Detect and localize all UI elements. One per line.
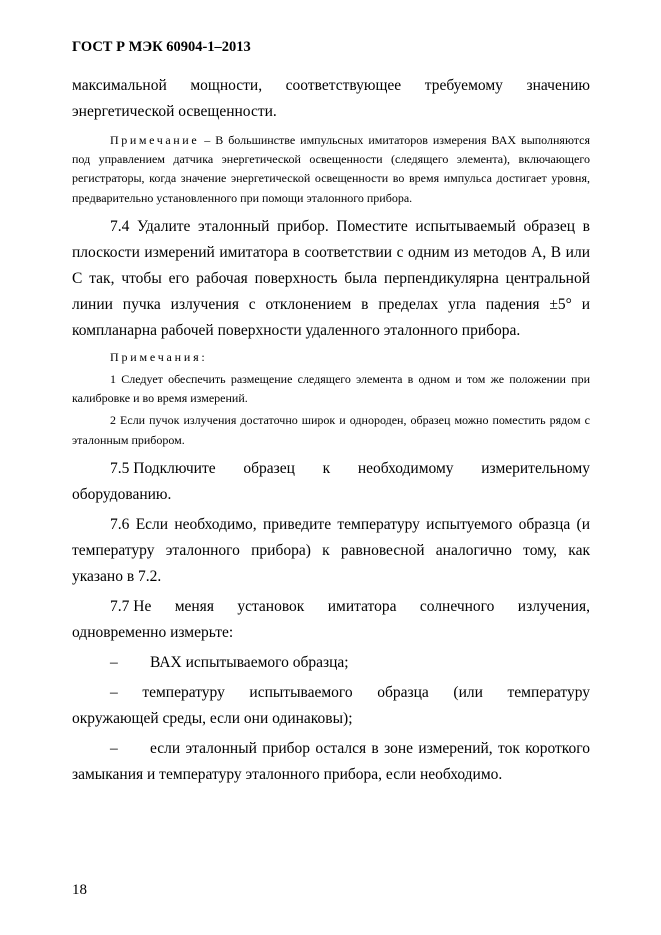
note-label: Примечание	[110, 133, 200, 147]
word: меняя	[174, 597, 214, 615]
paragraph-7-5-line-2: оборудованию.	[72, 485, 172, 503]
document-header: ГОСТ Р МЭК 60904-1–2013	[72, 39, 251, 55]
list-item-text: если эталонный прибор остался в зоне измерений, ток короткого замыкания и температуру эталонного прибора, если необходимо.	[72, 739, 590, 783]
dash-bullet: –	[110, 683, 118, 701]
word: 7.5 Подключите	[110, 459, 216, 477]
paragraph-7-4: 7.4 Удалите эталонный прибор. Поместите испытываемый образец в плоскости измерений имитатора в соответствии с одним из методов А, В или С так, чтобы его рабочая поверхность была перпендикулярна центральной линии пучка излучения с отклонением в пределах угла падения ±5° и компланарна рабочей поверхности удаленного эталонного прибора.	[72, 217, 590, 339]
page-number: 18	[72, 882, 87, 898]
dash-bullet: –	[110, 739, 118, 757]
word: излучения,	[517, 597, 590, 615]
list-item-1	[72, 650, 590, 676]
word: к	[322, 459, 331, 477]
note-1	[72, 131, 590, 208]
word: максимальной	[72, 77, 167, 94]
list-item-2-line-1	[72, 680, 590, 706]
intro-line-1	[72, 73, 590, 99]
list-item-3	[72, 736, 590, 788]
word: 7.7 Не	[110, 597, 152, 615]
note-item-1: 1 Следует обеспечить размещение следящего элемента в одном и том же положении при калибровке и во время измерений.	[72, 372, 590, 406]
paragraph-7-6: 7.6 Если необходимо, приведите температуру испытуемого образца (и температуру эталонного прибора) к равновесной аналогично тому, как указано в 7.2.	[72, 515, 590, 585]
notes-title: Примечания:	[110, 349, 208, 364]
note-text: – В большинстве импульсных имитаторов измерения ВАХ выполняются под управлением датчика энергетической освещенности (следящего элемента), включающего регистраторы, когда значение энергетической освещенности во время импульса достигает уровня, предварительно установленного при помощи эталонного прибора.	[72, 133, 590, 205]
word: солнечного	[419, 597, 495, 615]
word: соответствующее	[285, 77, 402, 94]
word: установок	[237, 597, 305, 615]
paragraph-7-5-line-1	[72, 456, 590, 482]
page-body	[72, 73, 590, 788]
paragraph-7-7-line-1	[72, 594, 590, 620]
word: испытываемого	[249, 683, 353, 701]
word: образец	[243, 459, 295, 477]
word: температуру	[142, 683, 225, 701]
word: температуру	[507, 683, 590, 701]
dash-bullet: –	[110, 653, 118, 671]
word: имитатора	[327, 597, 397, 615]
word: образца	[377, 683, 429, 701]
note-item-2: 2 Если пучок излучения достаточно широк и однороден, образец можно поместить рядом с эталонным прибором.	[72, 413, 590, 447]
word: (или	[453, 683, 483, 701]
word: требуемому	[424, 77, 503, 94]
word: необходимому	[357, 459, 454, 477]
list-item-text: ВАХ испытываемого образца;	[150, 653, 349, 671]
paragraph-7-7-line-2: одновременно измерьте:	[72, 623, 234, 641]
word: значению	[526, 77, 590, 94]
list-item-2-line-2: окружающей среды, если они одинаковы);	[72, 709, 353, 727]
intro-line-2: энергетической освещенности.	[72, 103, 277, 120]
word: измерительному	[481, 459, 590, 477]
word: мощности,	[190, 77, 263, 94]
